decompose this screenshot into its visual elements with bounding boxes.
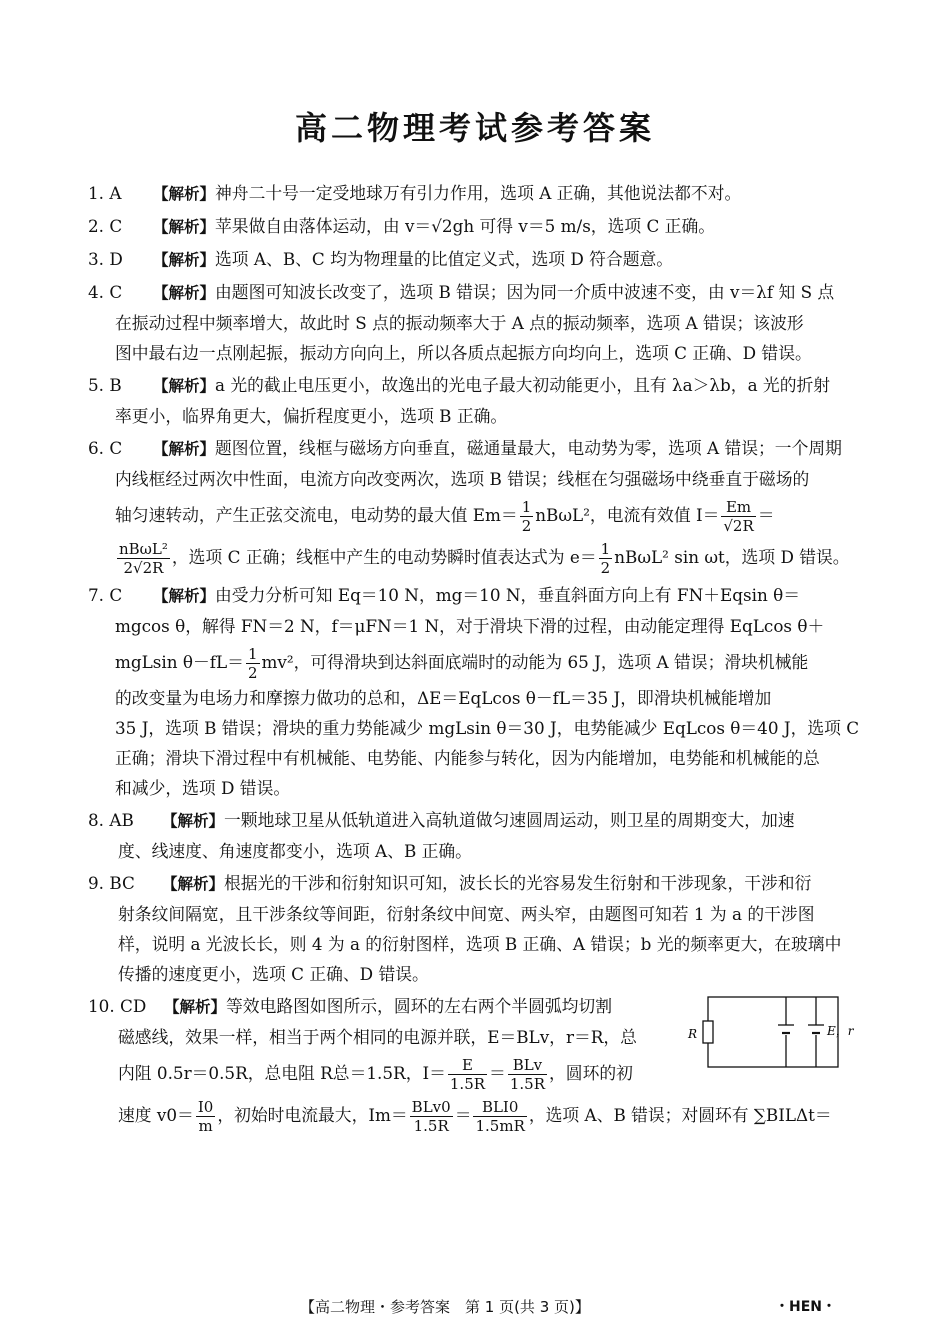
- fraction: $\frac{\text{BLI0}}{1.5mR}$: [475, 1098, 525, 1135]
- formula-line: mgLsin θ－fL＝ $\frac{1}{2}$ mv²，可得滑块到达斜面底端时的动能为 65 J，选项 A 错误；滑块机械能: [115, 645, 809, 682]
- answer-number: 5. B: [88, 375, 122, 395]
- answer-text: 题图位置，线框与磁场方向垂直，磁通量最大，电动势为零，选项 A 错误；一个周期: [215, 438, 842, 458]
- fraction: $\frac{1}{2}$: [521, 498, 532, 535]
- answer-item-8: [88, 805, 864, 866]
- answer-text: 由受力分析可知 Eq＝10 N，mg＝10 N，垂直斜面方向上有 FN＋Eqsin θ＝: [215, 585, 801, 605]
- answer-number: 7. C: [88, 585, 123, 605]
- answer-text: 根据光的干涉和衍射知识可知，波长长的光容易发生衍射和干涉现象，干涉和衍: [224, 873, 812, 893]
- footer-page-info: 【高二物理・参考答案 第 1 页(共 3 页)】: [300, 1298, 590, 1316]
- answer-item-10: [88, 991, 864, 1136]
- answer-text: 35 J，选项 B 错误；滑块的重力势能减少 mgLsin θ＝30 J，电势能减少 EqLcos θ＝40 J，选项 C: [115, 718, 860, 738]
- formula-line: $\frac{\text{nBωL²}}{2√2R}$ ，选项 C 正确；线框中产生的电动势瞬时值表达式为 e＝ $\frac{1}{2}$ nBωL² sin ωt，选项 D 错误。: [119, 540, 850, 577]
- circuit-diagram: [686, 991, 864, 1075]
- source-label: E，r: [827, 1024, 854, 1038]
- fraction: $\frac{\text{nBωL²}}{2√2R}$: [119, 540, 168, 577]
- analysis-tag: 【解析】: [162, 875, 225, 893]
- formula-line: 轴匀速转动，产生正弦交流电，电动势的最大值 Em＝ $\frac{1}{2}$ nBωL²，电流有效值 I＝ $\frac{Em}{√2R}$ ＝: [115, 498, 775, 535]
- answer-text: 内线框经过两次中性面，电流方向改变两次，选项 B 错误；线框在匀强磁场中绕垂直于磁场的: [115, 469, 810, 489]
- answer-text: 等效电路图如图所示，圆环的左右两个半圆弧均切割: [226, 996, 612, 1016]
- answer-item-9: [88, 868, 864, 989]
- answer-number: 1. A: [88, 183, 122, 203]
- answer-item-6: [88, 433, 864, 578]
- answer-number: 6. C: [88, 438, 123, 458]
- answer-text: 一颗地球卫星从低轨道进入高轨道做匀速圆周运动，则卫星的周期变大，加速: [224, 810, 795, 830]
- answer-text: 苹果做自由落体运动，由 v＝√2gh 可得 v＝5 m/s，选项 C 正确。: [215, 216, 716, 236]
- answer-list: [88, 178, 864, 1138]
- answer-text: 传播的速度更小，选项 C 正确、D 错误。: [118, 964, 429, 984]
- answer-text: 神舟二十号一定受地球万有引力作用，选项 A 正确，其他说法都不对。: [215, 183, 742, 203]
- answer-text: 在振动过程中频率增大，故此时 S 点的振动频率大于 A 点的振动频率，选项 A 错误；该波形: [115, 313, 804, 333]
- fraction: $\frac{1}{2}$: [247, 645, 258, 682]
- answer-text: 射条纹间隔宽，且干涉条纹等间距，衍射条纹中间宽、两头窄，由题图可知若 1 为 a 的干涉图: [118, 904, 815, 924]
- analysis-tag: 【解析】: [153, 377, 216, 395]
- formula-line: 速度 v0＝ $\frac{I0}{m}$ ，初始时电流最大，Im＝ $\frac{\text{BLv0}}{1.5R}$ ＝ $\frac{\text{BLI0}}{1.5mR}$ ，选项 A、B 错误；对圆环有 ∑BILΔt＝: [118, 1098, 832, 1135]
- analysis-tag: 【解析】: [153, 218, 216, 236]
- answer-text: 的改变量为电场力和摩擦力做功的总和，ΔE＝EqLcos θ－fL＝35 J，即滑块机械能增加: [115, 688, 772, 708]
- answer-number: 10. CD: [88, 996, 147, 1016]
- fraction: $\frac{1}{2}$: [600, 540, 611, 577]
- resistor-icon: [703, 1021, 713, 1043]
- answer-text: mgcos θ，解得 FN＝2 N，f＝μFN＝1 N，对于滑块下滑的过程，由动能定理得 EqLcos θ＋: [115, 616, 825, 636]
- answer-number: 4. C: [88, 282, 123, 302]
- answer-text: 选项 A、B、C 均为物理量的比值定义式，选项 D 符合题意。: [215, 249, 674, 269]
- answer-text: 和减少，选项 D 错误。: [115, 778, 291, 798]
- answer-item-1: [88, 178, 864, 209]
- analysis-tag: 【解析】: [153, 587, 216, 605]
- analysis-tag: 【解析】: [162, 812, 225, 830]
- answer-text: a 光的截止电压更小，故逸出的光电子最大初动能更小，且有 λa＞λb，a 光的折射: [215, 375, 831, 395]
- answer-item-4: [88, 277, 864, 368]
- formula-line: 内阻 0.5r＝0.5R，总电阻 R总＝1.5R，I＝ $\frac{E}{1.5R}$ ＝ $\frac{\text{BLv}}{1.5R}$ ，圆环的初: [118, 1056, 633, 1093]
- page-title: 高二物理考试参考答案: [294, 109, 655, 147]
- answer-number: 9. BC: [88, 873, 135, 893]
- answer-text: 率更小，临界角更大，偏折程度更小，选项 B 正确。: [115, 406, 508, 426]
- analysis-tag: 【解析】: [153, 185, 216, 203]
- analysis-tag: 【解析】: [153, 440, 216, 458]
- answer-number: 3. D: [88, 249, 123, 269]
- answer-text: 由题图可知波长改变了，选项 B 错误；因为同一介质中波速不变，由 v＝λf 知 S 点: [215, 282, 835, 302]
- answer-item-3: [88, 244, 864, 275]
- resistor-label: R: [688, 1027, 698, 1041]
- fraction: $\frac{E}{1.5R}$: [449, 1056, 486, 1093]
- answer-text: 磁感线，效果一样，相当于两个相同的电源并联，E＝BLv，r＝R，总: [118, 1027, 637, 1047]
- footer-code: ・HEN・: [775, 1299, 836, 1315]
- answer-text: 度、线速度、角速度都变小，选项 A、B 正确。: [118, 841, 472, 861]
- fraction: $\frac{\text{BLv0}}{1.5R}$: [411, 1098, 451, 1135]
- answer-item-7: [88, 580, 864, 803]
- answer-text: 图中最右边一点刚起振，振动方向向上，所以各质点起振方向均向上，选项 C 正确、D 错误。: [115, 343, 812, 363]
- fraction: $\frac{\text{BLv}}{1.5R}$: [509, 1056, 545, 1093]
- fraction: $\frac{I0}{m}$: [197, 1098, 214, 1135]
- answer-item-2: [88, 211, 864, 242]
- answer-text: 样，说明 a 光波长长，则 4 为 a 的衍射图样，选项 B 正确、A 错误；b 光的频率更大，在玻璃中: [118, 934, 842, 954]
- analysis-tag: 【解析】: [164, 998, 227, 1016]
- analysis-tag: 【解析】: [153, 284, 216, 302]
- answer-number: 8. AB: [88, 810, 134, 830]
- answer-number: 2. C: [88, 216, 123, 236]
- answer-item-5: [88, 370, 864, 431]
- analysis-tag: 【解析】: [153, 251, 216, 269]
- fraction: $\frac{Em}{√2R}$: [723, 498, 754, 535]
- answer-text: 正确；滑块下滑过程中有机械能、电势能、内能参与转化，因为内能增加，电势能和机械能的总: [115, 748, 820, 768]
